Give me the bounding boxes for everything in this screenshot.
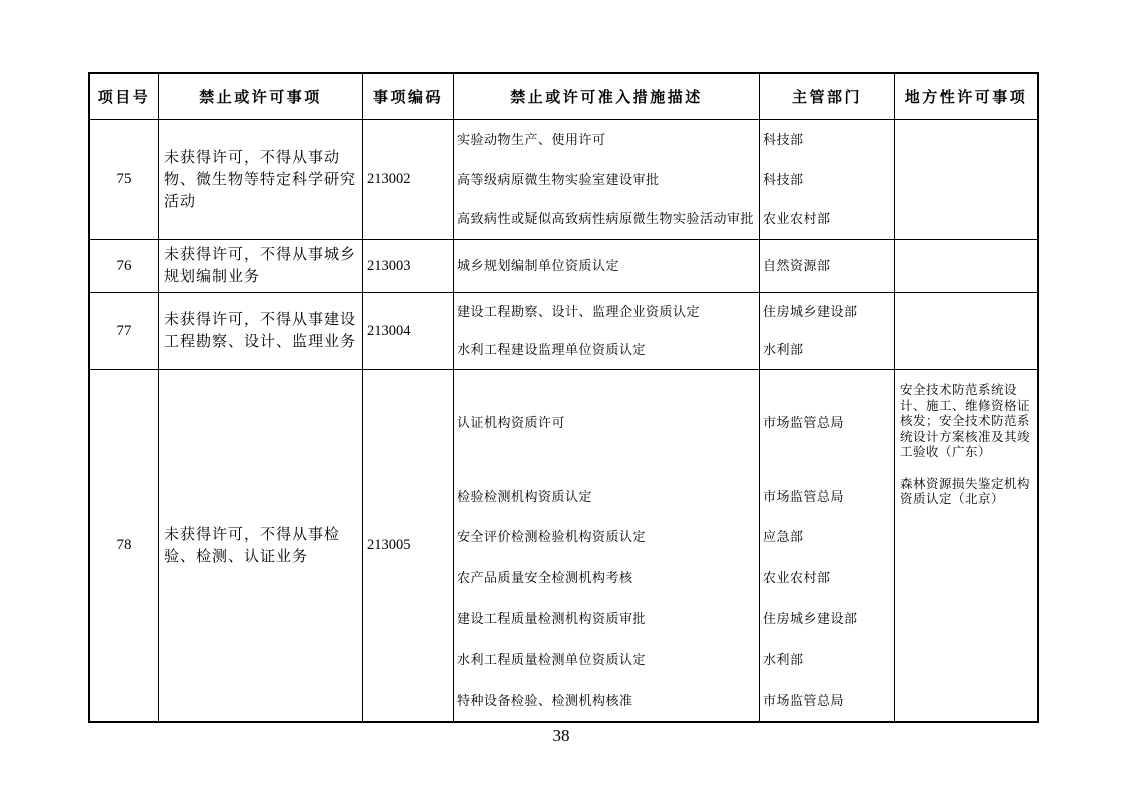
measure-description: 高致病性或疑似高致病性病原微生物实验活动审批 <box>457 211 755 227</box>
header-department: 主管部门 <box>760 74 895 120</box>
measure-description: 特种设备检验、检测机构核准 <box>457 692 633 708</box>
measure-department: 应急部 <box>763 529 804 545</box>
table-header-row <box>90 74 1037 120</box>
measure-department: 水利部 <box>763 342 804 357</box>
local-items-cell <box>895 120 1037 240</box>
measures-cell <box>454 120 760 240</box>
measure-department: 住房城乡建设部 <box>763 304 858 319</box>
measure-description: 检验检测机构资质认定 <box>457 488 593 504</box>
measure-department: 自然资源部 <box>763 258 831 273</box>
header-measure-description: 禁止或许可准入措施描述 <box>454 74 760 120</box>
code-cell <box>363 293 454 370</box>
measure-department: 农业农村部 <box>763 211 831 227</box>
measure-description: 水利工程质量检测单位资质认定 <box>457 651 647 667</box>
item-code: 213004 <box>367 322 411 339</box>
measures-cell <box>454 370 760 721</box>
departments-cell <box>760 120 895 240</box>
project-number-cell <box>90 240 159 293</box>
measure-description: 农产品质量安全检测机构考核 <box>457 570 633 586</box>
item-text: 未获得许可，不得从事城乡规划编制业务 <box>164 247 357 285</box>
local-permit-item: 森林资源损失鉴定机构资质认定（北京） <box>900 476 1031 506</box>
departments-cell <box>760 240 895 293</box>
item-code: 213005 <box>367 537 411 553</box>
table-row <box>90 120 1037 240</box>
measure-description: 建设工程质量检测机构资质审批 <box>457 610 647 626</box>
item-text: 未获得许可，不得从事检验、检测、认证业务 <box>164 526 341 565</box>
departments-cell <box>760 370 895 721</box>
project-number-cell <box>90 370 159 721</box>
local-items-cell <box>895 293 1037 370</box>
measures-cell <box>454 240 760 293</box>
measure-description: 水利工程建设监理单位资质认定 <box>457 342 647 357</box>
project-number: 76 <box>116 257 132 274</box>
table-row <box>90 240 1037 293</box>
code-cell <box>363 240 454 293</box>
measure-department: 科技部 <box>763 131 804 147</box>
item-text: 未获得许可，不得从事动物、微生物等特定科学研究活动 <box>164 149 357 210</box>
header-item: 禁止或许可事项 <box>159 74 363 120</box>
item-text: 未获得许可，不得从事建设工程勘察、设计、监理业务 <box>164 312 357 350</box>
measure-department: 市场监管总局 <box>763 415 845 431</box>
local-permit-item: 安全技术防范系统设计、施工、维修资格证核发；安全技术防范系统设计方案核准及其竣工验收（广东） <box>900 383 1031 459</box>
header-local-permit-items: 地方性许可事项 <box>895 74 1037 120</box>
measure-description: 建设工程勘察、设计、监理企业资质认定 <box>457 304 701 319</box>
measure-department: 市场监管总局 <box>763 488 845 504</box>
table-row <box>90 293 1037 370</box>
table-row <box>90 370 1037 721</box>
item-cell <box>159 293 363 370</box>
measure-department: 水利部 <box>763 651 804 667</box>
project-number: 75 <box>116 171 132 187</box>
measure-description: 认证机构资质许可 <box>457 415 566 431</box>
header-project-number: 项目号 <box>90 74 159 120</box>
local-items-cell <box>895 240 1037 293</box>
measure-department: 住房城乡建设部 <box>763 610 858 626</box>
page-number: 38 <box>552 726 570 745</box>
permit-items-table <box>88 72 1039 723</box>
project-number: 78 <box>116 537 132 553</box>
measure-description: 高等级病原微生物实验室建设审批 <box>457 171 660 187</box>
code-cell <box>363 370 454 721</box>
project-number-cell <box>90 293 159 370</box>
item-cell <box>159 120 363 240</box>
measure-department: 农业农村部 <box>763 570 831 586</box>
project-number: 77 <box>116 322 132 339</box>
departments-cell <box>760 293 895 370</box>
measure-department: 市场监管总局 <box>763 692 845 708</box>
measure-description: 安全评价检测检验机构资质认定 <box>457 529 647 545</box>
item-code: 213002 <box>367 171 411 187</box>
measure-description: 实验动物生产、使用许可 <box>457 131 606 147</box>
measure-description: 城乡规划编制单位资质认定 <box>457 258 620 273</box>
project-number-cell <box>90 120 159 240</box>
header-code: 事项编码 <box>363 74 454 120</box>
local-items-cell <box>895 370 1037 721</box>
code-cell <box>363 120 454 240</box>
item-code: 213003 <box>367 257 411 274</box>
measure-department: 科技部 <box>763 171 804 187</box>
item-cell <box>159 370 363 721</box>
measures-cell <box>454 293 760 370</box>
item-cell <box>159 240 363 293</box>
